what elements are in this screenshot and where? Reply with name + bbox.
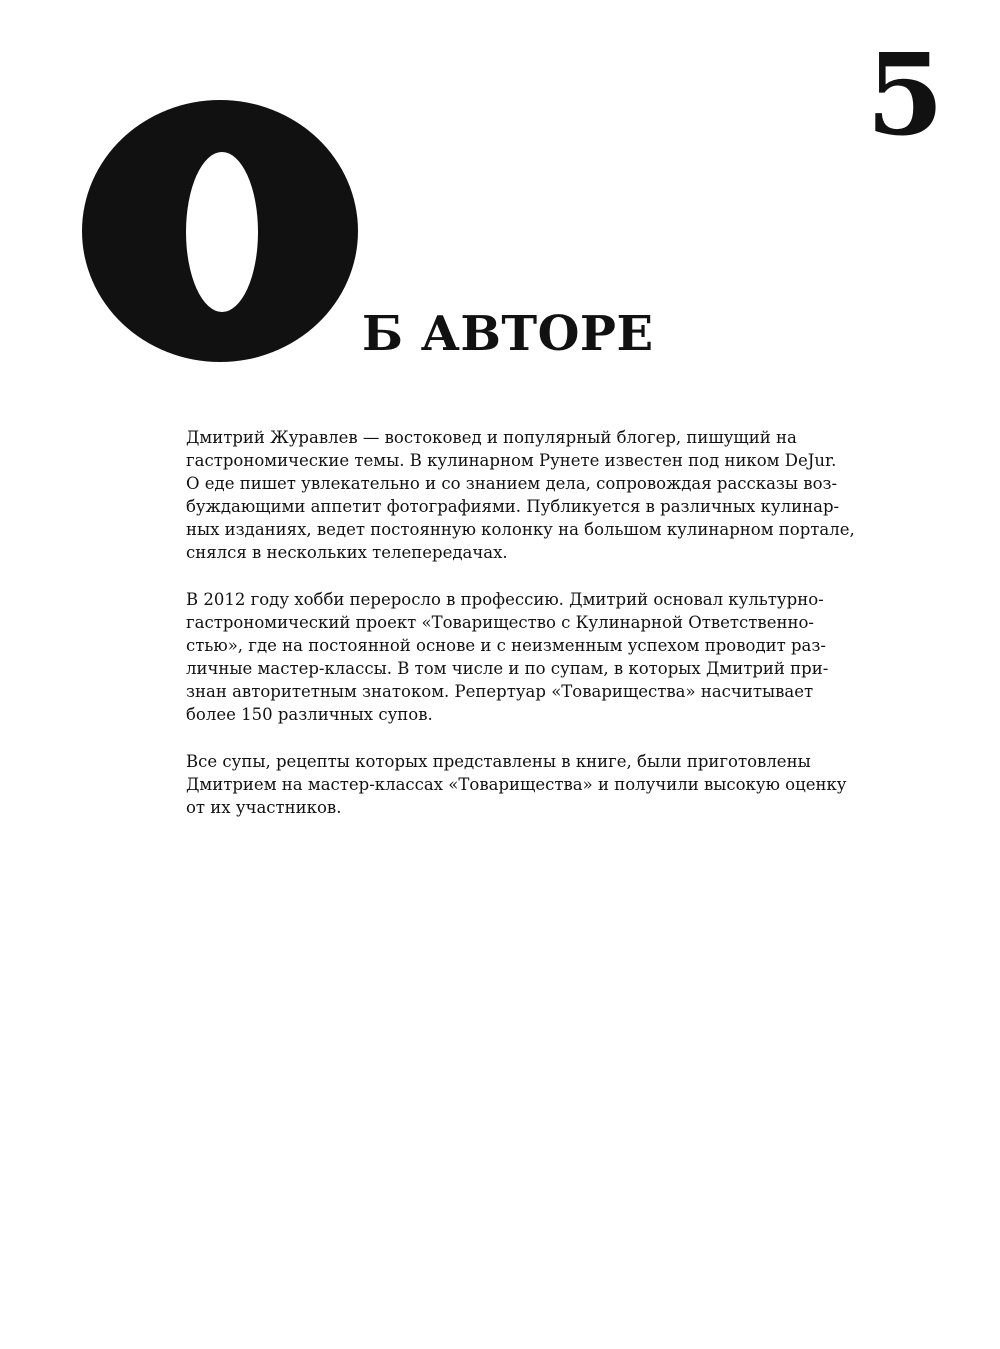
text-line: Дмитрием на мастер-классах «Товарищества» и получили высокую оценку <box>186 775 847 794</box>
text-line: снялся в нескольких телепередачах. <box>186 543 508 562</box>
text-line: ных изданиях, ведет постоянную колонку на большом кулинарном портале, <box>186 520 855 539</box>
paragraph <box>186 750 886 819</box>
paragraph <box>186 426 886 564</box>
text-line: личные мастер-классы. В том числе и по супам, в которых Дмитрий при- <box>186 659 829 678</box>
text-line: В 2012 году хобби переросло в профессию. Дмитрий основал культурно- <box>186 590 824 609</box>
text-line: знан авторитетным знатоком. Репертуар «Товарищества» насчитывает <box>186 682 814 701</box>
text-line: О еде пишет увлекательно и со знанием дела, сопровождая рассказы воз- <box>186 474 838 493</box>
chapter-title <box>82 100 682 370</box>
article-body <box>186 426 886 843</box>
text-line: буждающими аппетит фотографиями. Публикуется в различных кулинар- <box>186 497 840 516</box>
text-line: Дмитрий Журавлев — востоковед и популярный блогер, пишущий на <box>186 428 797 447</box>
drop-cap-counter <box>186 152 258 312</box>
page-number: 5 <box>866 30 942 161</box>
text-line: гастрономический проект «Товарищество с Кулинарной Ответственно- <box>186 613 814 632</box>
paragraph <box>186 588 886 726</box>
text-line: гастрономические темы. В кулинарном Рунете известен под ником DeJur. <box>186 451 837 470</box>
drop-cap-letter <box>82 100 358 362</box>
text-line: Все супы, рецепты которых представлены в книге, были приготовлены <box>186 752 811 771</box>
text-line: от их участников. <box>186 798 342 817</box>
text-line: стью», где на постоянной основе и с неизменным успехом проводит раз- <box>186 636 826 655</box>
text-line: более 150 различных супов. <box>186 705 433 724</box>
chapter-title-text: Б АВТОРЕ <box>362 306 654 362</box>
